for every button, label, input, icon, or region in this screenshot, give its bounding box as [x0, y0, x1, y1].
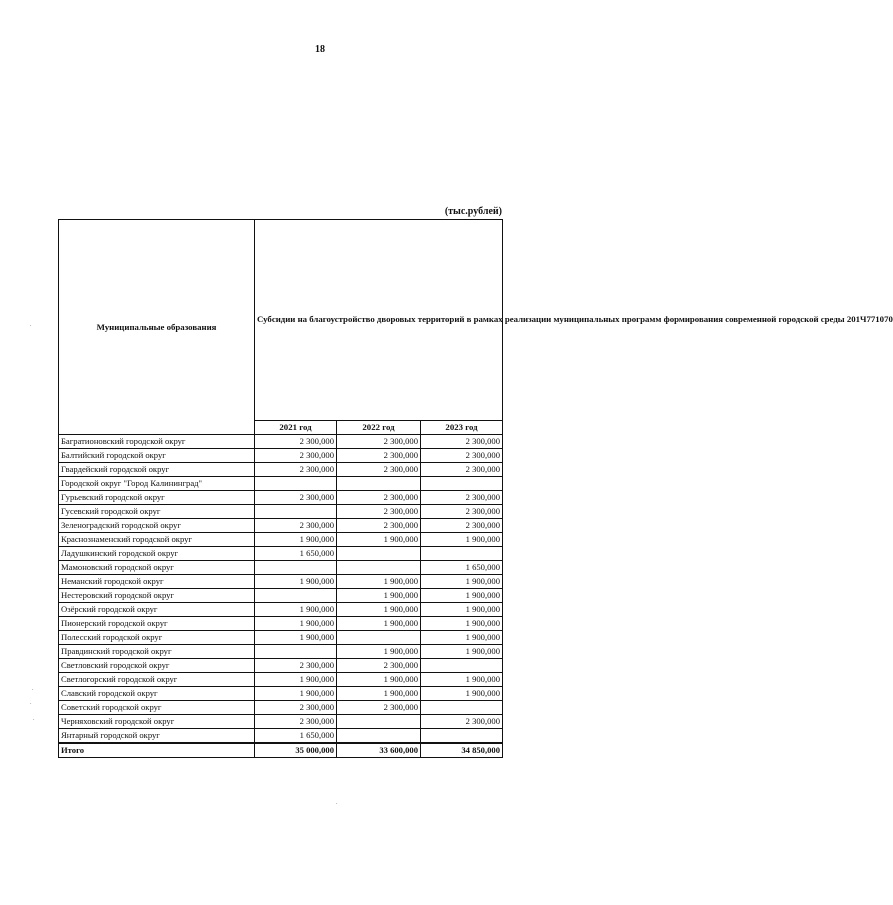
subsidy-value: 2 300,000 [255, 701, 337, 715]
subsidy-value: 1 900,000 [255, 673, 337, 687]
municipality-name: Черняховский городской округ [59, 715, 255, 729]
subsidy-value [255, 505, 337, 519]
page-number: 18 [315, 44, 325, 55]
subsidy-value: 1 900,000 [421, 631, 503, 645]
municipality-name: Зеленоградский городской округ [59, 519, 255, 533]
subsidy-value [255, 477, 337, 491]
subsidy-value: 1 900,000 [337, 617, 421, 631]
subsidy-value: 2 300,000 [337, 701, 421, 715]
table-row [59, 589, 503, 603]
municipality-name: Полесский городской округ [59, 631, 255, 645]
subsidy-value: 2 300,000 [337, 491, 421, 505]
table-row [59, 575, 503, 589]
subsidy-value [255, 645, 337, 659]
subsidy-value: 2 300,000 [421, 505, 503, 519]
subsidy-value: 2 300,000 [255, 435, 337, 449]
municipality-name: Светловский городской округ [59, 659, 255, 673]
subsidy-value [255, 561, 337, 575]
table-row [59, 463, 503, 477]
subsidy-value: 2 300,000 [421, 715, 503, 729]
subsidy-value: 2 300,000 [255, 715, 337, 729]
table-row [59, 617, 503, 631]
total-2022: 33 600,000 [337, 743, 421, 758]
subsidy-value: 1 900,000 [255, 603, 337, 617]
table-row [59, 701, 503, 715]
subsidy-value: 2 300,000 [421, 463, 503, 477]
subsidy-value: 1 900,000 [421, 645, 503, 659]
subsidy-value: 2 300,000 [337, 505, 421, 519]
municipality-name: Озёрский городской округ [59, 603, 255, 617]
subsidy-value: 1 900,000 [337, 673, 421, 687]
table-row [59, 435, 503, 449]
year-2021-header: 2021 год [255, 421, 337, 435]
subsidy-value: 2 300,000 [255, 659, 337, 673]
subsidies-table [58, 219, 893, 758]
table-row [59, 603, 503, 617]
table-header-row [59, 220, 503, 421]
subsidy-value: 2 300,000 [337, 449, 421, 463]
subsidy-value: 1 900,000 [421, 687, 503, 701]
table-row [59, 715, 503, 729]
table-row [59, 491, 503, 505]
municipality-name: Гусевский городской округ [59, 505, 255, 519]
total-2021: 35 000,000 [255, 743, 337, 758]
subsidy-value: 2 300,000 [255, 491, 337, 505]
subsidy-value [421, 729, 503, 744]
subsidy-value: 1 900,000 [421, 589, 503, 603]
municipality-name: Городской округ "Город Калининград" [59, 477, 255, 491]
subsidy-column-header: Субсидии на благоустройство дворовых территорий в рамках реализации муниципальных программ формирования современной городской среды 201Ч771070 [255, 220, 503, 421]
table-row [59, 673, 503, 687]
subsidy-value: 2 300,000 [421, 435, 503, 449]
municipality-name: Гурьевский городской округ [59, 491, 255, 505]
subsidy-value: 2 300,000 [421, 519, 503, 533]
municipality-name: Багратионовский городской округ [59, 435, 255, 449]
subsidy-value [337, 561, 421, 575]
subsidy-value: 1 650,000 [421, 561, 503, 575]
table-row [59, 631, 503, 645]
municipality-name: Светлогорский городской округ [59, 673, 255, 687]
year-2023-header: 2023 год [421, 421, 503, 435]
subsidy-value [337, 477, 421, 491]
subsidy-value: 2 300,000 [421, 491, 503, 505]
subsidy-value [421, 477, 503, 491]
subsidy-value: 2 300,000 [255, 519, 337, 533]
subsidy-value: 2 300,000 [337, 463, 421, 477]
municipality-name: Гвардейский городской округ [59, 463, 255, 477]
table-row [59, 449, 503, 463]
subsidy-value [337, 729, 421, 744]
municipalities-column-header: Муниципальные образования [59, 220, 255, 435]
subsidy-value: 1 900,000 [255, 575, 337, 589]
table-row [59, 505, 503, 519]
municipality-name: Мамоновский городской округ [59, 561, 255, 575]
table-row [59, 477, 503, 491]
table-row [59, 561, 503, 575]
subsidy-value: 1 900,000 [421, 617, 503, 631]
table-row [59, 547, 503, 561]
total-2023: 34 850,000 [421, 743, 503, 758]
subsidy-value: 2 300,000 [255, 463, 337, 477]
subsidy-value: 1 900,000 [255, 533, 337, 547]
subsidy-value: 1 900,000 [337, 687, 421, 701]
table-body [59, 435, 503, 758]
subsidy-value: 1 900,000 [337, 533, 421, 547]
municipality-name: Пионерский городской округ [59, 617, 255, 631]
subsidy-value [421, 547, 503, 561]
municipality-name: Нестеровский городской округ [59, 589, 255, 603]
subsidy-value: 1 900,000 [255, 631, 337, 645]
year-2022-header: 2022 год [337, 421, 421, 435]
subsidy-value: 1 900,000 [421, 533, 503, 547]
subsidy-value: 1 900,000 [421, 603, 503, 617]
municipality-name: Неманский городской округ [59, 575, 255, 589]
municipality-name: Краснознаменский городской округ [59, 533, 255, 547]
subsidy-value: 1 900,000 [421, 673, 503, 687]
subsidy-value [255, 589, 337, 603]
table-row [59, 533, 503, 547]
subsidy-value: 2 300,000 [337, 435, 421, 449]
municipality-name: Советский городской округ [59, 701, 255, 715]
units-label: (тыс.рублей) [444, 206, 502, 217]
subsidy-value [337, 715, 421, 729]
subsidy-value: 1 650,000 [255, 547, 337, 561]
subsidy-value: 1 900,000 [255, 617, 337, 631]
subsidy-value: 1 650,000 [255, 729, 337, 744]
total-row [59, 743, 503, 758]
municipality-name: Ладушкинский городской округ [59, 547, 255, 561]
table-row [59, 645, 503, 659]
subsidy-value: 1 900,000 [337, 645, 421, 659]
scan-speck: . [32, 686, 34, 692]
subsidy-value: 1 900,000 [337, 603, 421, 617]
scan-speck: . [33, 716, 35, 722]
subsidy-value: 1 900,000 [255, 687, 337, 701]
subsidy-value: 1 900,000 [337, 589, 421, 603]
subsidy-value: 2 300,000 [337, 519, 421, 533]
subsidy-value [421, 659, 503, 673]
subsidy-value: 2 300,000 [337, 659, 421, 673]
table-row [59, 687, 503, 701]
subsidy-value [337, 547, 421, 561]
table-row [59, 659, 503, 673]
municipality-name: Правдинский городской округ [59, 645, 255, 659]
subsidy-value [337, 631, 421, 645]
municipality-name: Славский городской округ [59, 687, 255, 701]
subsidy-value [421, 701, 503, 715]
table-row [59, 729, 503, 744]
subsidy-value: 1 900,000 [337, 575, 421, 589]
subsidy-value: 2 300,000 [255, 449, 337, 463]
table-row [59, 519, 503, 533]
municipality-name: Балтийский городской округ [59, 449, 255, 463]
scan-speck: . [336, 800, 338, 806]
scan-speck: . [30, 700, 32, 706]
subsidy-value: 1 900,000 [421, 575, 503, 589]
subsidy-value: 2 300,000 [421, 449, 503, 463]
total-label: Итого [59, 743, 255, 758]
scan-speck: . [30, 322, 32, 328]
municipality-name: Янтарный городской округ [59, 729, 255, 744]
